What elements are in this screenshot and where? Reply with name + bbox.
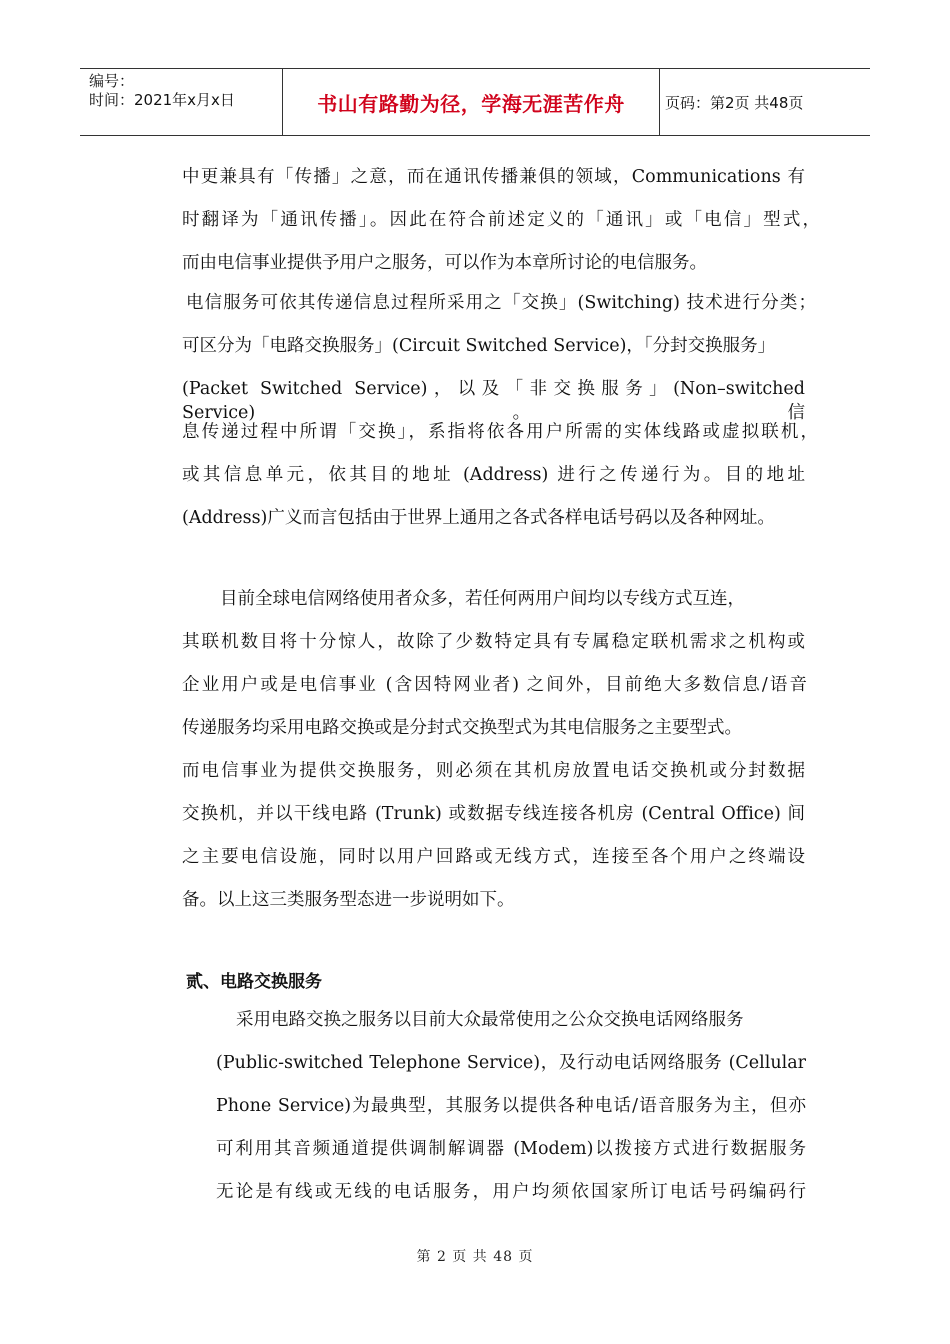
body-line: 时翻译为「通讯传播」。因此在符合前述定义的「通讯」或「电信」型式， [182,210,820,230]
body-line: 备。以上这三类服务型态进一步说明如下。 [182,890,515,910]
body-line: (Address)广义而言包括由于世界上通用之各式各样电话号码以及各种网址。 [182,508,775,528]
body-line: 而由电信事业提供予用户之服务，可以作为本章所讨论的电信服务。 [182,253,707,273]
page-header [80,68,870,136]
body-line: 之主要电信设施，同时以用户回路或无线方式，连接至各个用户之终端设 [182,847,805,867]
header-page-info: 页码：第2页 共48页 [665,93,804,112]
body-line: 可区分为「电路交换服务」(Circuit Switched Service)，「分封交换服务」 [182,336,776,356]
body-line: 传递服务均采用电路交换或是分封式交换型式为其电信服务之主要型式。 [182,718,742,738]
document-number-label: 编号： [89,72,135,90]
header-page-cell [660,69,870,135]
body-line: 电信服务可依其传递信息过程所采用之「交换」(Switching) 技术进行分类； [186,293,816,313]
section-heading: 贰、电路交换服务 [186,972,322,992]
body-line: 或其信息单元，依其目的地址 (Address) 进行之传递行为。目的地址 [182,465,805,485]
body-line: (Packet Switched Service)，以及「非交换服务」(Non–switched Service)。信 [182,379,805,423]
body-line: 采用电路交换之服务以目前大众最常使用之公众交换电话网络服务 [236,1010,744,1030]
header-meta [80,69,282,135]
page-footer: 第 2 页 共 48 页 [416,1249,534,1265]
body-line: 交换机，并以干线电路 (Trunk) 或数据专线连接各机房 (Central Office) 间 [182,804,805,824]
header-motto: 书山有路勤为径，学海无涯苦作舟 [317,91,625,116]
document-date: 时间：2021年x月x日 [89,91,235,109]
body-line: Phone Service)为最典型，其服务以提供各种电话/语音服务为主，但亦 [216,1096,806,1116]
body-line: 企业用户或是电信事业 (含因特网业者) 之间外，目前绝大多数信息/语音 [182,675,807,695]
body-line: 其联机数目将十分惊人，故除了少数特定具有专属稳定联机需求之机构或 [182,632,805,652]
header-motto-cell [282,69,660,135]
body-line: 目前全球电信网络使用者众多，若任何两用户间均以专线方式互连， [220,589,745,609]
body-line: 中更兼具有「传播」之意，而在通讯传播兼俱的领域，Communications 有 [182,167,805,187]
body-line: 息传递过程中所谓「交换」，系指将依各用户所需的实体线路或虚拟联机， [182,422,818,442]
body-line: 而电信事业为提供交换服务，则必须在其机房放置电话交换机或分封数据 [182,761,805,781]
body-line: (Public-switched Telephone Service)，及行动电话网络服务 (Cellular [216,1053,806,1073]
body-line: 可利用其音频通道提供调制解调器 (Modem)以拨接方式进行数据服务 [216,1139,806,1159]
body-line: 无论是有线或无线的电话服务，用户均须依国家所订电话号码编码行 [216,1182,806,1202]
